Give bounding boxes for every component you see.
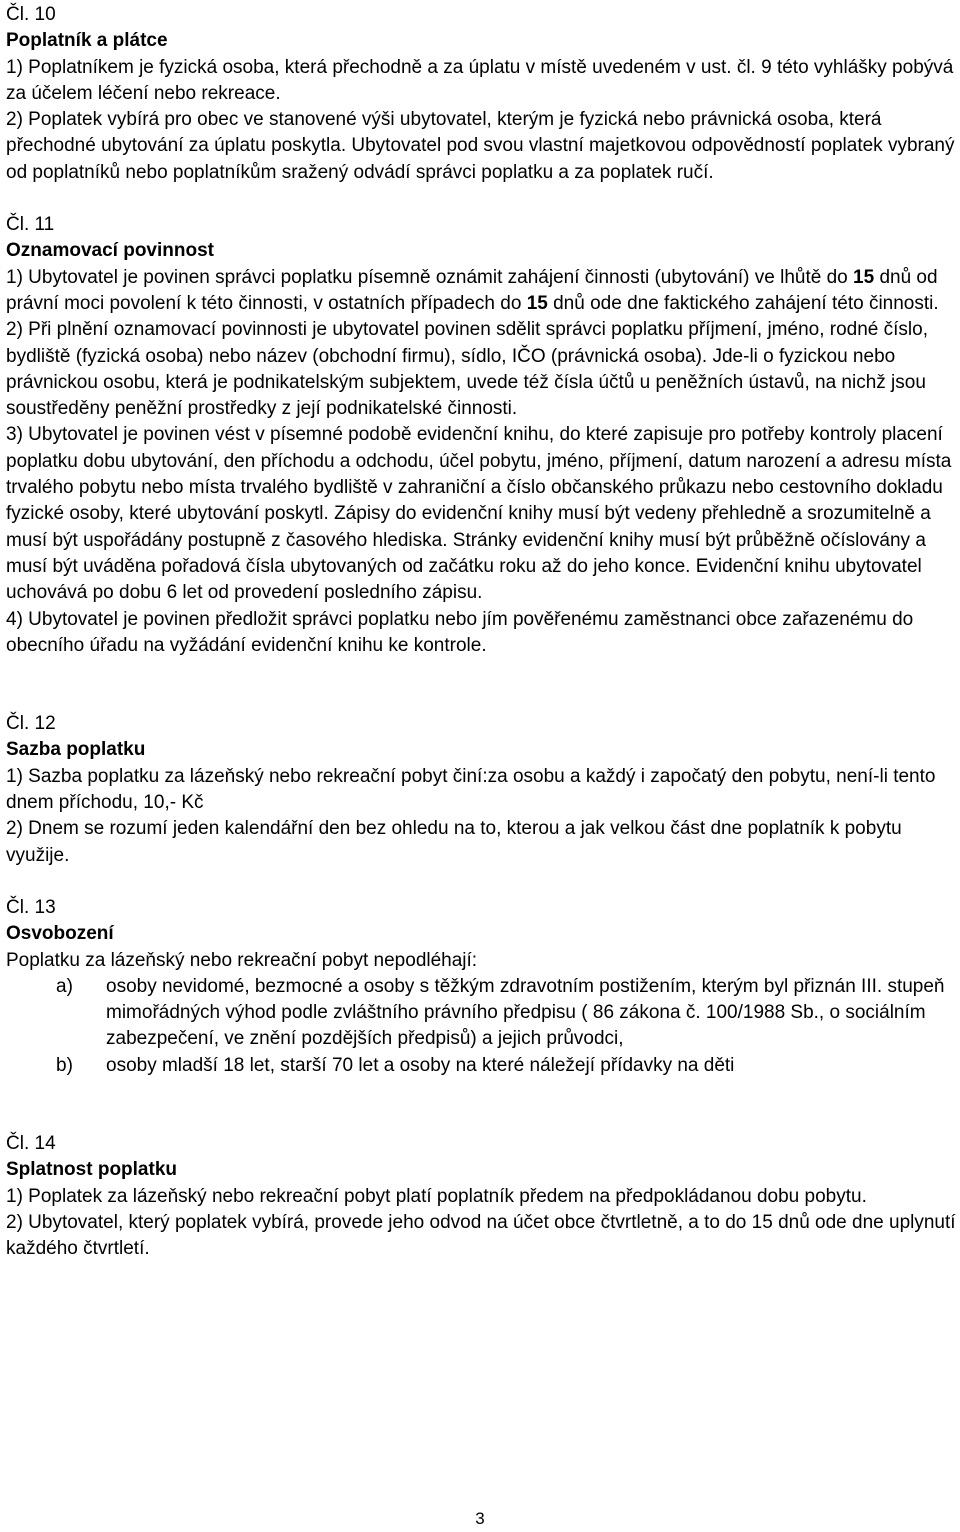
spacer [6, 659, 958, 711]
article-number: Čl. 11 [6, 214, 55, 236]
paragraph: 2) Dnem se rozumí jeden kalendářní den bez ohledu na to, kterou a jak velkou část dne poplatník k pobytu využije. [6, 818, 902, 866]
text-run: 1) Ubytovatel je povinen správci poplatku písemně oznámit zahájení činnosti (ubytování) ve lhůtě do [6, 266, 854, 288]
exemption-list [56, 974, 958, 1079]
page-number: 3 [475, 1509, 485, 1528]
paragraph: 2) Ubytovatel, který poplatek vybírá, provede jeho odvod na účet obce čtvrtletně, a to do 15 dnů ode dne uplynutí každého čtvrtletí. [6, 1211, 956, 1260]
text-run: dnů ode dne faktického zahájení této činnosti. [547, 292, 939, 314]
article-13 [6, 895, 958, 1079]
list-marker: b) [56, 1054, 73, 1076]
paragraph: 2) Při plnění oznamovací povinnosti je ubytovatel povinen sdělit správci poplatku příjmení, jméno, rodné číslo, bydliště (fyzická osoba) nebo název (obchodní firmu), sídlo, IČO (právnická osoba). Jde-li o fyzickou nebo právnickou osobu, která je podnikatelským subjektem, uvede též čísla účtů u peněžních ústavů, na nichž jsou soustředěny peněžní prostředky z její podnikatelské činnosti. [6, 319, 928, 420]
paragraph: 2) Poplatek vybírá pro obec ve stanovené výši ubytovatel, kterým je fyzická nebo právnická osoba, která přechodné ubytování za úplatu poskytla. Ubytovatel pod svou vlastní majetkovou odpovědností poplatek vybraný od poplatníků nebo poplatníkům sražený odvádí správci poplatku a za poplatek ručí. [6, 109, 955, 183]
list-item-text: osoby nevidomé, bezmocné a osoby s těžkým zdravotním postižením, kterým byl přiznán III. stupeň mimořádných výhod podle zvláštního právního předpisu ( 86 zákona č. 100/1988 Sb., o sociálním zabezpečení, ve znění pozdějších předpisů) a jejich průvodci, [106, 975, 945, 1050]
text-run: dnů od právní moci povolení k této činnosti, v ostatních případech do [6, 266, 938, 314]
days-value: 15 [853, 266, 875, 288]
paragraph [6, 265, 958, 318]
article-title: Oznamovací povinnost [6, 240, 214, 262]
article-title: Sazba poplatku [6, 739, 146, 761]
article-title: Osvobození [6, 923, 114, 945]
article-14 [6, 1131, 958, 1262]
article-10 [6, 2, 958, 186]
days-value: 15 [526, 292, 548, 314]
paragraph: 3) Ubytovatel je povinen vést v písemné podobě evidenční knihu, do které zapisuje pro potřeby kontroly placení poplatku dobu ubytování, den příchodu a odchodu, účel pobytu, jméno, příjmení, datum narození a adresu místa trvalého pobytu nebo místa trvalého bydliště v zahraniční a číslo občanského průkazu nebo cestovního dokladu fyzické osoby, které ubytování poskytl. Zápisy do evidenční knihy musí být vedeny přehledně a srozumitelně a musí být uspořádány postupně z časového hlediska. Stránky evidenční knihy musí být průběžně očíslovány a musí být uváděna pořadová čísla ubytovaných od začátku roku až do jeho konce. Evidenční knihu ubytovatel uchovává po dobu 6 let od provedení posledního zápisu. [6, 424, 952, 604]
document-page [6, 2, 958, 1262]
article-12 [6, 711, 958, 869]
article-title: Splatnost poplatku [6, 1159, 177, 1181]
article-number: Čl. 12 [6, 713, 56, 735]
paragraph: Poplatku za lázeňský nebo rekreační pobyt nepodléhají: [6, 949, 478, 971]
spacer [6, 1079, 958, 1131]
article-number: Čl. 14 [6, 1132, 56, 1154]
list-marker: a) [56, 975, 73, 997]
article-number: Čl. 10 [6, 4, 56, 25]
article-11 [6, 212, 958, 659]
article-number: Čl. 13 [6, 896, 56, 918]
list-item [56, 974, 958, 1053]
list-item-text: osoby mladší 18 let, starší 70 let a osoby na které náležejí přídavky na děti [106, 1054, 735, 1076]
paragraph: 1) Sazba poplatku za lázeňský nebo rekreační pobyt činí:za osobu a každý i započatý den pobytu, není-li tento dnem příchodu, 10,- Kč [6, 765, 936, 814]
spacer [6, 186, 958, 212]
spacer [6, 869, 958, 895]
paragraph: 4) Ubytovatel je povinen předložit správci poplatku nebo jím pověřenému zaměstnanci obce zařazenému do obecního úřadu na vyžádání evidenční knihu ke kontrole. [6, 608, 914, 656]
article-title: Poplatník a plátce [6, 30, 168, 52]
paragraph: 1) Poplatek za lázeňský nebo rekreační pobyt platí poplatník předem na předpokládanou dobu pobytu. [6, 1185, 867, 1207]
list-item [56, 1053, 958, 1079]
paragraph: 1) Poplatníkem je fyzická osoba, která přechodně a za úplatu v místě uvedeném v ust. čl. 9 této vyhlášky pobývá za účelem léčení nebo rekreace. [6, 56, 954, 104]
